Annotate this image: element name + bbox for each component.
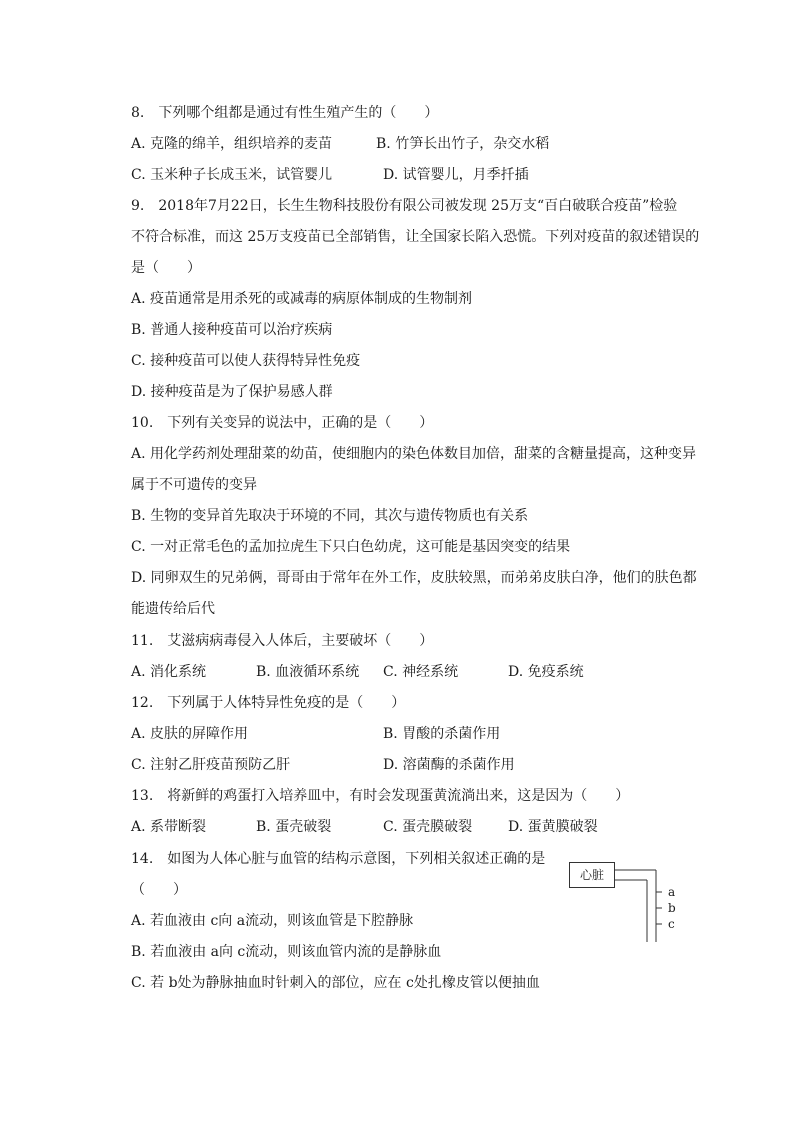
heart-vessel-diagram <box>565 858 685 948</box>
q12-stem: 12. 下列属于人体特异性免疫的是（ ） <box>131 695 406 711</box>
q8-stem: 8. 下列哪个组都是通过有性生殖产生的（ ） <box>131 105 439 121</box>
q14-option-a: A. 若血液由 c向 a流动，则该血管是下腔静脉 <box>131 913 414 929</box>
q8-option-d: D. 试管婴儿，月季扦插 <box>383 167 529 183</box>
point-a-label: a <box>668 885 676 899</box>
q12-option-a: A. 皮肤的屏障作用 <box>131 726 249 742</box>
q14-option-b: B. 若血液由 a向 c流动，则该血管内流的是静脉血 <box>131 944 442 960</box>
q10-stem: 10. 下列有关变异的说法中，正确的是（ ） <box>131 415 434 431</box>
q10-option-d-line-1: D. 同卵双生的兄弟俩，哥哥由于常年在外工作，皮肤较黑，而弟弟皮肤白净，他们的肤色都 <box>131 570 697 586</box>
q10-option-d-line-2: 能遗传给后代 <box>131 601 215 617</box>
q11-option-b: B. 血液循环系统 <box>256 664 360 680</box>
q12-option-c: C. 注射乙肝疫苗预防乙肝 <box>131 757 291 773</box>
q12-option-b: B. 胃酸的杀菌作用 <box>383 726 501 742</box>
q13-option-b: B. 蛋壳破裂 <box>256 819 332 835</box>
q14-stem-line-1: 14. 如图为人体心脏与血管的结构示意图，下列相关叙述正确的是 <box>131 851 546 867</box>
q13-stem: 13. 将新鲜的鸡蛋打入培养皿中，有时会发现蛋黄流淌出来，这是因为（ ） <box>131 788 630 804</box>
heart-label-box: 心脏 <box>569 862 615 888</box>
point-c-label: c <box>668 917 675 931</box>
q12-option-d: D. 溶菌酶的杀菌作用 <box>383 757 515 773</box>
q13-option-a: A. 系带断裂 <box>131 819 207 835</box>
q10-option-b: B. 生物的变异首先取决于环境的不同，其次与遗传物质也有关系 <box>131 508 529 524</box>
q14-stem-line-2: （ ） <box>131 882 187 898</box>
q10-option-a-line-1: A. 用化学药剂处理甜菜的幼苗，使细胞内的染色体数目加倍，甜菜的含糖量提高，这种变异 <box>131 446 697 462</box>
q9-option-d: D. 接种疫苗是为了保护易感人群 <box>131 384 333 400</box>
q9-stem-line-1: 9. 2018年7月22日，长生生物科技股份有限公司被发现 25万支“百白破联合疫苗”检验 <box>131 198 678 214</box>
q13-option-c: C. 蛋壳膜破裂 <box>383 819 473 835</box>
q11-option-d: D. 免疫系统 <box>508 664 584 680</box>
q10-option-c: C. 一对正常毛色的孟加拉虎生下只白色幼虎，这可能是基因突变的结果 <box>131 539 571 555</box>
q9-stem-line-3: 是（ ） <box>131 260 201 276</box>
q8-option-a: A. 克隆的绵羊，组织培养的麦苗 <box>131 136 333 152</box>
q8-option-b: B. 竹笋长出竹子，杂交水稻 <box>376 136 550 152</box>
q9-option-c: C. 接种疫苗可以使人获得特异性免疫 <box>131 353 361 369</box>
q11-stem: 11. 艾滋病病毒侵入人体后，主要破坏（ ） <box>131 633 434 649</box>
q13-option-d: D. 蛋黄膜破裂 <box>508 819 598 835</box>
q11-option-a: A. 消化系统 <box>131 664 207 680</box>
q9-stem-line-2: 不符合标准，而这 25万支疫苗已全部销售，让全国家长陷入恐慌。下列对疫苗的叙述错误的 <box>131 229 700 245</box>
point-b-label: b <box>668 901 676 915</box>
q8-option-c: C. 玉米种子长成玉米，试管婴儿 <box>131 167 333 183</box>
q14-option-c: C. 若 b处为静脉抽血时针刺入的部位，应在 c处扎橡皮管以便抽血 <box>131 975 540 991</box>
q10-option-a-line-2: 属于不可遗传的变异 <box>131 477 257 493</box>
q11-option-c: C. 神经系统 <box>383 664 459 680</box>
q9-option-a: A. 疫苗通常是用杀死的或减毒的病原体制成的生物制剂 <box>131 291 473 307</box>
q9-option-b: B. 普通人接种疫苗可以治疗疾病 <box>131 322 333 338</box>
